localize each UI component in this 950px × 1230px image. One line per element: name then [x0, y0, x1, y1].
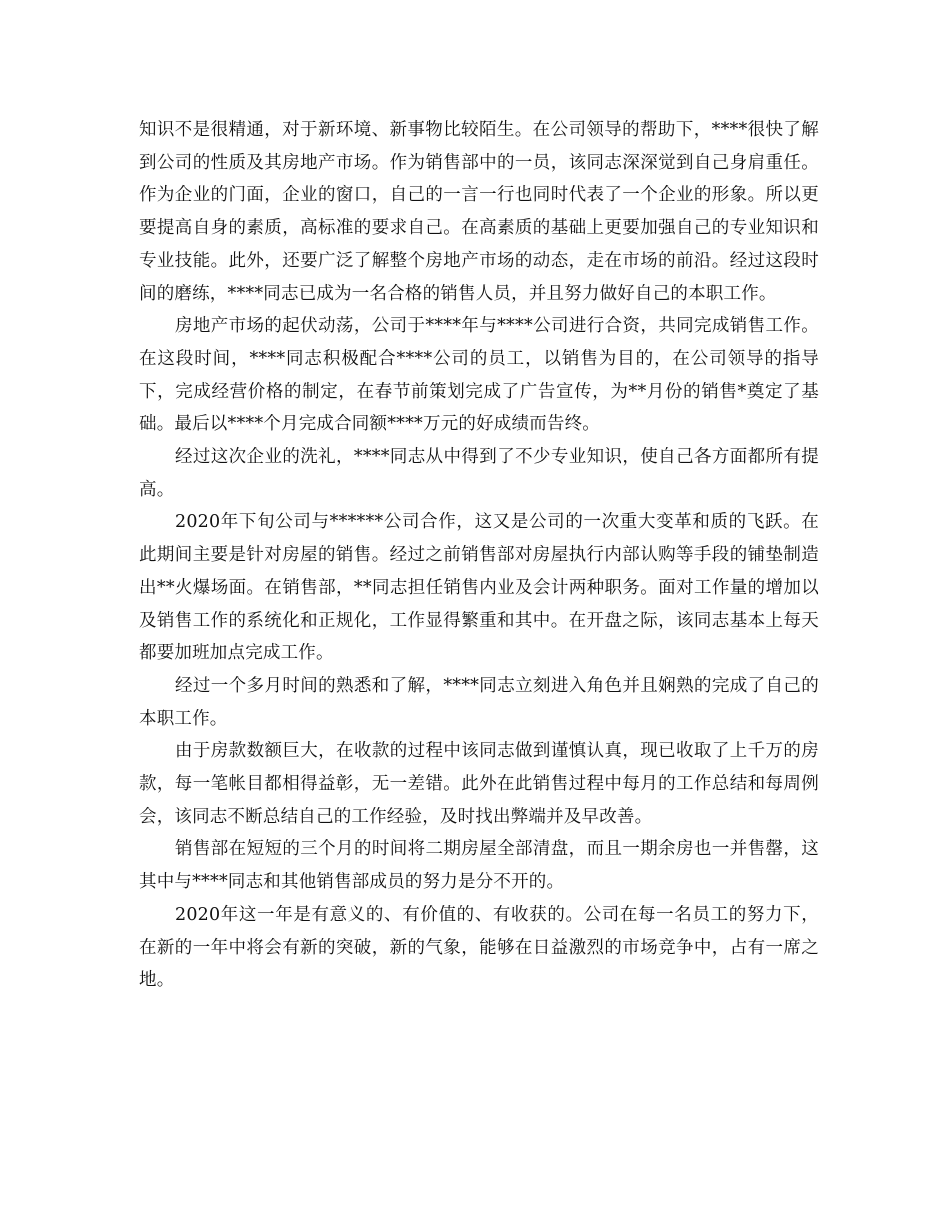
- paragraph-5: 经过一个多月时间的熟悉和了解，****同志立刻进入角色并且娴熟的完成了自己的本职工作。: [139, 675, 819, 729]
- paragraph-7: 销售部在短短的三个月的时间将二期房屋全部清盘，而且一期余房也一并售罄，这其中与****同志和其他销售部成员的努力是分不开的。: [139, 839, 819, 893]
- paragraph-2: 房地产市场的起伏动荡，公司于****年与****公司进行合资，共同完成销售工作。在这段时间，****同志积极配合****公司的员工，以销售为目的，在公司领导的指导下，完成经营价格的制定，在春节前策划完成了广告宣传，为**月份的销售*奠定了基础。最后以****个月完成合同额****万元的好成绩而告终。: [139, 316, 819, 435]
- paragraph-8: 2020年这一年是有意义的、有价值的、有收获的。公司在每一名员工的努力下，在新的一年中将会有新的突破，新的气象，能够在日益激烈的市场竞争中，占有一席之地。: [139, 904, 819, 991]
- paragraph-3: 经过这次企业的洗礼，****同志从中得到了不少专业知识，使自己各方面都所有提高。: [139, 447, 819, 500]
- document-body: [139, 114, 819, 997]
- paragraph-6: 由于房款数额巨大，在收款的过程中该同志做到谨慎认真，现已收取了上千万的房款，每一笔帐目都相得益彰，无一差错。此外在此销售过程中每月的工作总结和每周例会，该同志不断总结自己的工作经验，及时找出弊端并及早改善。: [139, 741, 819, 827]
- paragraph-4: 2020年下旬公司与******公司合作，这又是公司的一次重大变革和质的飞跃。在此期间主要是针对房屋的销售。经过之前销售部对房屋执行内部认购等手段的铺垫制造出**火爆场面。在销售部，**同志担任销售内业及会计两种职务。面对工作量的增加以及销售工作的系统化和正规化，工作显得繁重和其中。在开盘之际，该同志基本上每天都要加班加点完成工作。: [139, 512, 819, 664]
- paragraph-1: 知识不是很精通，对于新环境、新事物比较陌生。在公司领导的帮助下，****很快了解到公司的性质及其房地产市场。作为销售部中的一员，该同志深深觉到自己身肩重任。作为企业的门面，企业的窗口，自己的一言一行也同时代表了一个企业的形象。所以更要提高自身的素质，高标准的要求自己。在高素质的基础上更要加强自己的专业知识和专业技能。此外，还要广泛了解整个房地产市场的动态，走在市场的前沿。经过这段时间的磨练，****同志已成为一名合格的销售人员，并且努力做好自己的本职工作。: [139, 120, 819, 304]
